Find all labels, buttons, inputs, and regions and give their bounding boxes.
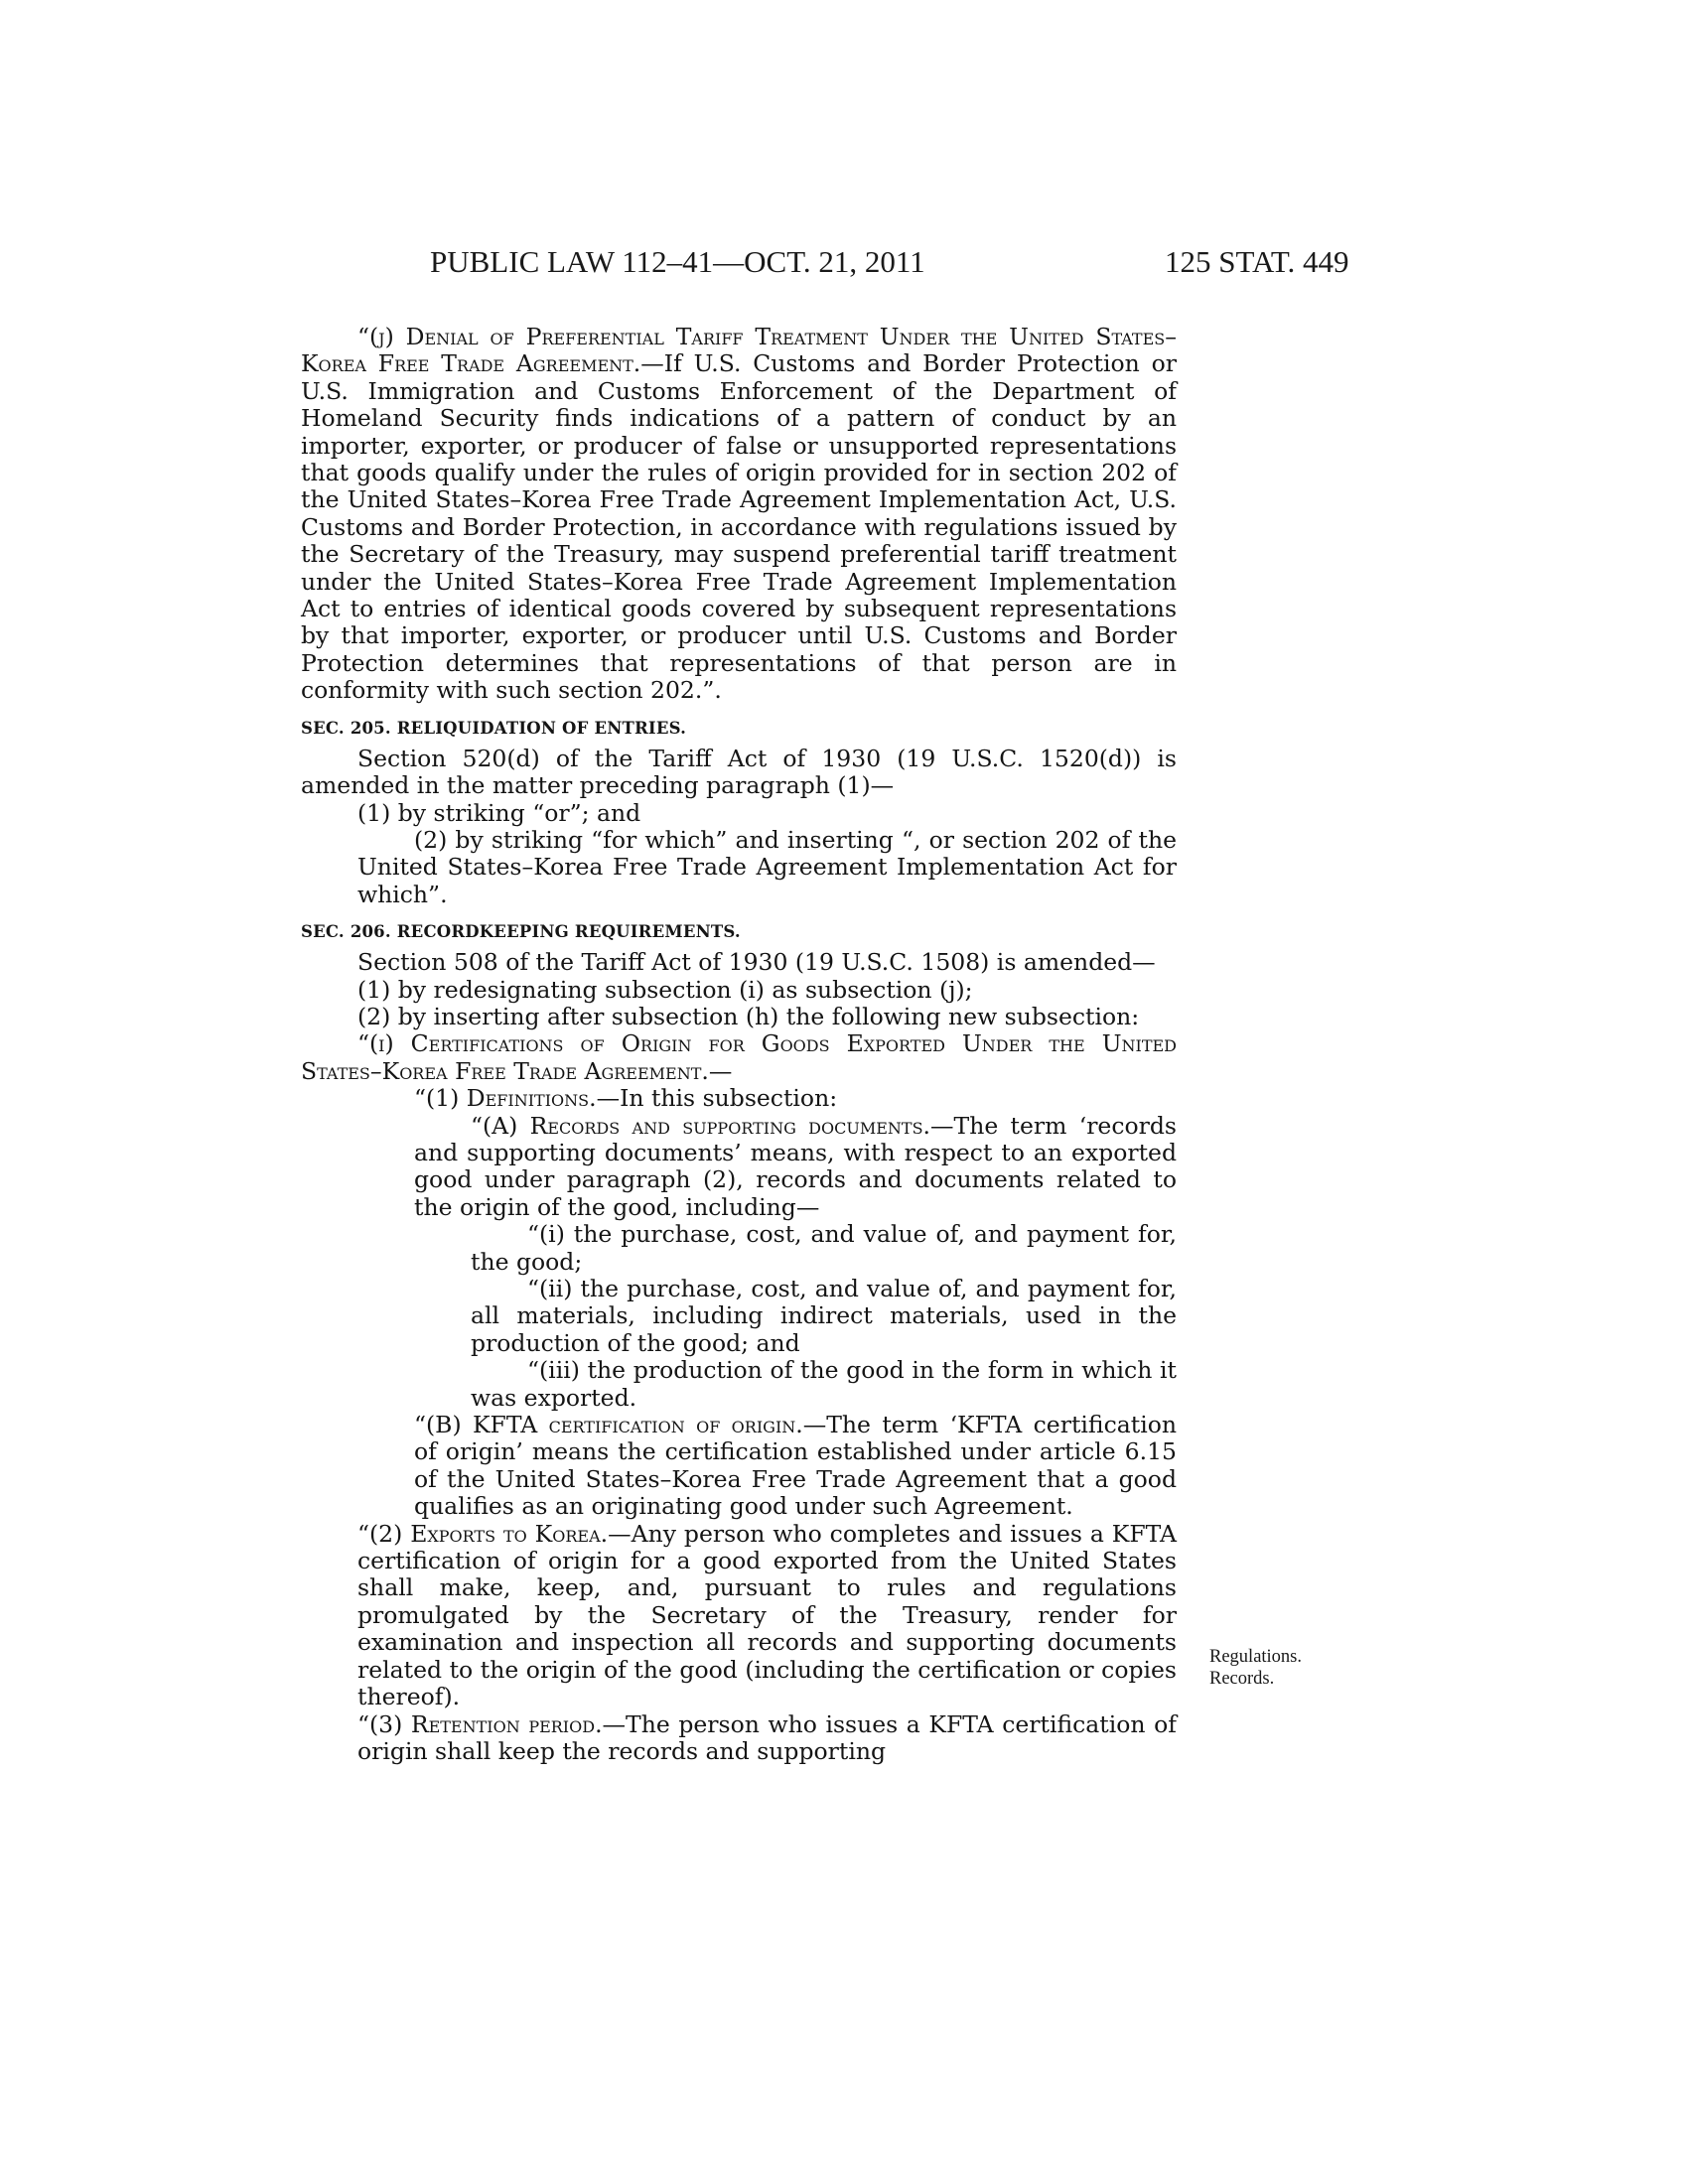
margin-note-records: Records. — [1209, 1669, 1275, 1689]
subsection-j-paragraph — [301, 324, 1177, 705]
document-body — [301, 324, 1177, 1765]
section-206-item-2: (2) by inserting after subsection (h) the following new subsection: — [357, 1002, 1140, 1030]
section-205-intro: Section 520(d) of the Tariff Act of 1930 (19 U.S.C. 1520(d)) is amended in the matter preceding paragraph (1)— — [301, 744, 1177, 800]
section-206-intro: Section 508 of the Tariff Act of 1930 (19 U.S.C. 1508) is amended— — [357, 948, 1156, 977]
subsection-j-heading: “(j) Denial of Preferential Tariff Treatment Under the United States–Korea Free Trade Agreement. — [301, 323, 1177, 378]
section-205-item-1: (1) by striking “or”; and — [357, 798, 641, 827]
public-law-title: PUBLIC LAW 112–41—OCT. 21, 2011 — [430, 244, 925, 279]
section-206-item-1: (1) by redesignating subsection (i) as subsection (j); — [357, 975, 973, 1004]
definition-a-clause-ii: “(ii) the purchase, cost, and value of, and payment for, all materials, including indirect materials, used in the production of the good; and — [471, 1275, 1177, 1357]
exports-text: —Any person who completes and issues a KFTA certification of origin for a good exported from the United States shall make, keep, and, pursuant to rules and regulations promulgated by the Secretary of the Treasury, render for examination and inspection all records and supporting documents related to the origin of the good (including the certification or copies thereof). — [357, 1519, 1177, 1711]
section-205-heading: SEC. 205. RELIQUIDATION OF ENTRIES. — [301, 718, 687, 738]
margin-note-regulations: Regulations. — [1209, 1647, 1303, 1667]
subsection-i-heading: “(i) Certifications of Origin for Goods Exported Under the United States–Korea Free Trade Agreement.— — [301, 1029, 1177, 1085]
subsection-j-text: —If U.S. Customs and Border Protection or U.S. Immigration and Customs Enforcement of the Department of Homeland Security finds indications of a pattern of conduct by an importer, exporter, or producer of false or unsupported representations that goods qualify under the rules of origin provided for in section 202 of the United States–Korea Free Trade Agreement Implementation Act, U.S. Customs and Border Protection, in accordance with regulations issued by the Secretary of the Treasury, may suspend preferential tariff treatment under the United States–Korea Free Trade Agreement Implementation Act to entries of identical goods covered by subsequent representations by that importer, exporter, or producer until U.S. Customs and Border Protection determines that representations of that person are in conformity with such section 202.”. — [301, 349, 1177, 705]
definition-a-text: —The term ‘records and supporting documents’ means, with respect to an exported good under paragraph (2), records and documents related to the origin of the good, including— — [414, 1111, 1177, 1221]
definition-b-paragraph — [301, 1412, 1177, 1521]
page-header — [0, 244, 1688, 284]
definition-a-clause-iii: “(iii) the production of the good in the form in which it was exported. — [471, 1356, 1177, 1412]
definition-a-heading: “(A) Records and supporting documents. — [471, 1111, 931, 1140]
retention-heading: “(3) Retention period. — [357, 1709, 603, 1738]
definitions-text: —In this subsection: — [596, 1084, 838, 1113]
section-205-item-2 — [301, 827, 1177, 908]
definition-a-clause-i: “(i) the purchase, cost, and value of, and payment for, the good; — [471, 1220, 1177, 1276]
definition-b-text: —The term ‘KFTA certification of origin’ means the certification established under article 6.15 of the United States–Korea Free Trade Agreement that a good qualifies as an originating good under such Agreement. — [414, 1411, 1177, 1521]
definitions-heading: “(1) Definitions. — [414, 1084, 597, 1113]
definitions-paragraph — [301, 1085, 1177, 1112]
definition-b-heading: “(B) KFTA certification of origin. — [414, 1411, 803, 1439]
section-205-item-2-text: (2) by striking “for which” and inserting “, or section 202 of the United States–Korea Free Trade Agreement Implementation Act for which”. — [357, 825, 1177, 908]
definition-a-paragraph — [301, 1113, 1177, 1222]
retention-paragraph — [301, 1711, 1177, 1766]
statute-page-number: 125 STAT. 449 — [1165, 244, 1349, 279]
exports-heading: “(2) Exports to Korea. — [357, 1519, 609, 1548]
margin-notes — [1209, 1646, 1302, 1690]
retention-text: —The person who issues a KFTA certification of origin shall keep the records and supporting — [357, 1709, 1177, 1765]
exports-paragraph — [301, 1521, 1177, 1711]
section-206-heading: SEC. 206. RECORDKEEPING REQUIREMENTS. — [301, 922, 741, 942]
